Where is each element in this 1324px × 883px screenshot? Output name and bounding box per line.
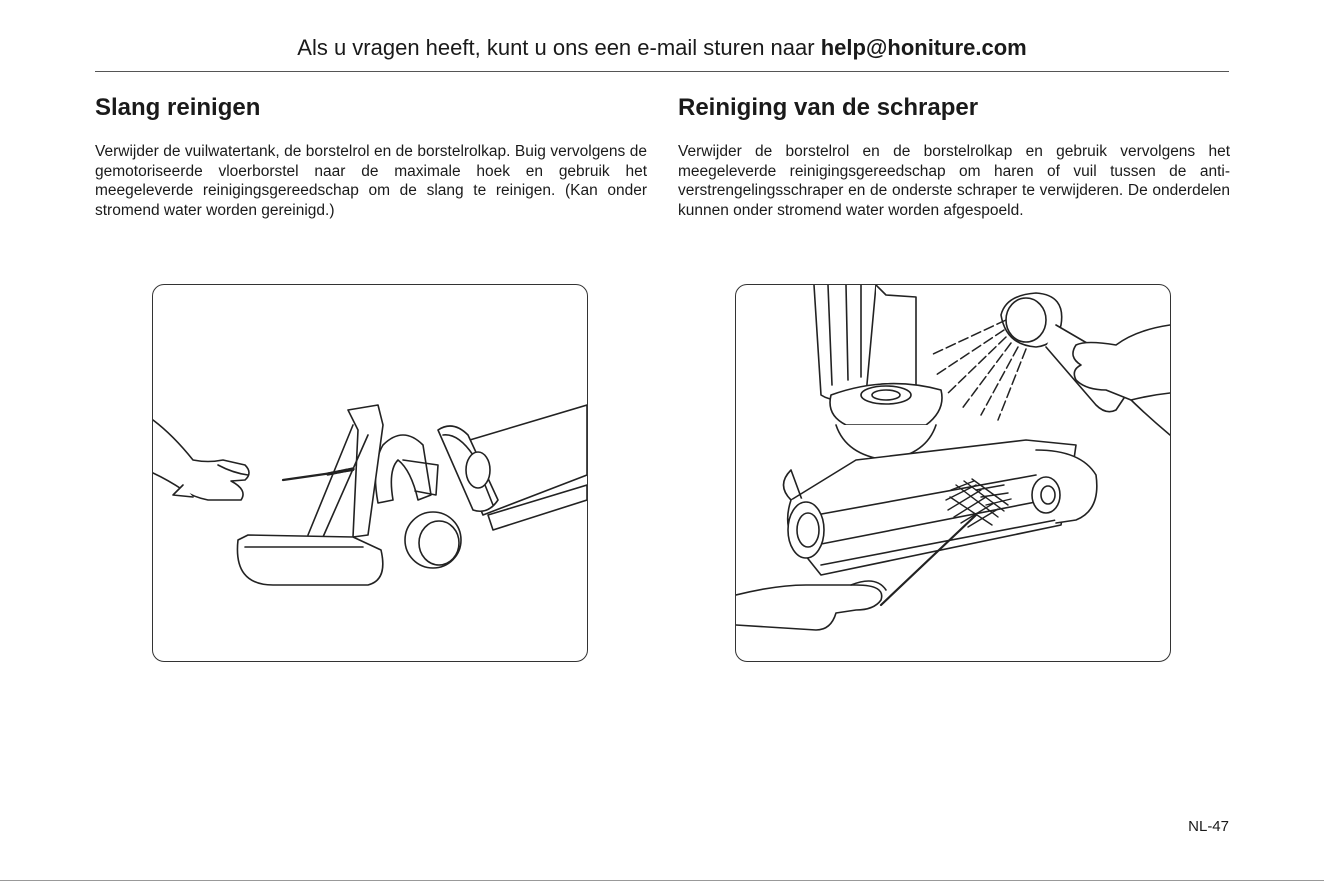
section-body-hose: Verwijder de vuilwatertank, de borstelrol en de borstelrolkap. Buig vervolgens de gemotoriseerde vloerborstel naar de maximale hoek en gebruik het meegeleverde reinigingsgereedschap om de slang te reinigen. (Kan onder stromend water worden gereinigd.)	[95, 143, 647, 219]
hose-cleaning-illustration	[153, 285, 587, 661]
illustration-hose-cleaning	[152, 284, 588, 662]
illustration-scraper-cleaning	[735, 284, 1171, 662]
section-title-hose: Slang reinigen	[95, 94, 261, 121]
bottom-edge	[0, 880, 1324, 881]
header-divider	[95, 71, 1229, 72]
support-email: help@honiture.com	[820, 35, 1027, 60]
header-text: Als u vragen heeft, kunt u ons een e-mail sturen naar	[297, 35, 821, 60]
scraper-cleaning-illustration	[736, 285, 1170, 661]
section-body-scraper: Verwijder de borstelrol en de borstelrolkap en gebruik vervolgens het meegeleverde reinigingsgereedschap om haren of vuil tussen de anti-verstrengelingsschraper en de onderste schraper te verwijderen. De onderdelen kunnen onder stromend water worden afgespoeld.	[678, 143, 1230, 219]
page-header	[95, 34, 1229, 62]
section-scraper-cleaning	[678, 92, 1230, 220]
page-number: NL-47	[1188, 818, 1229, 835]
section-hose-cleaning	[95, 92, 647, 220]
section-title-scraper: Reiniging van de schraper	[678, 94, 979, 121]
